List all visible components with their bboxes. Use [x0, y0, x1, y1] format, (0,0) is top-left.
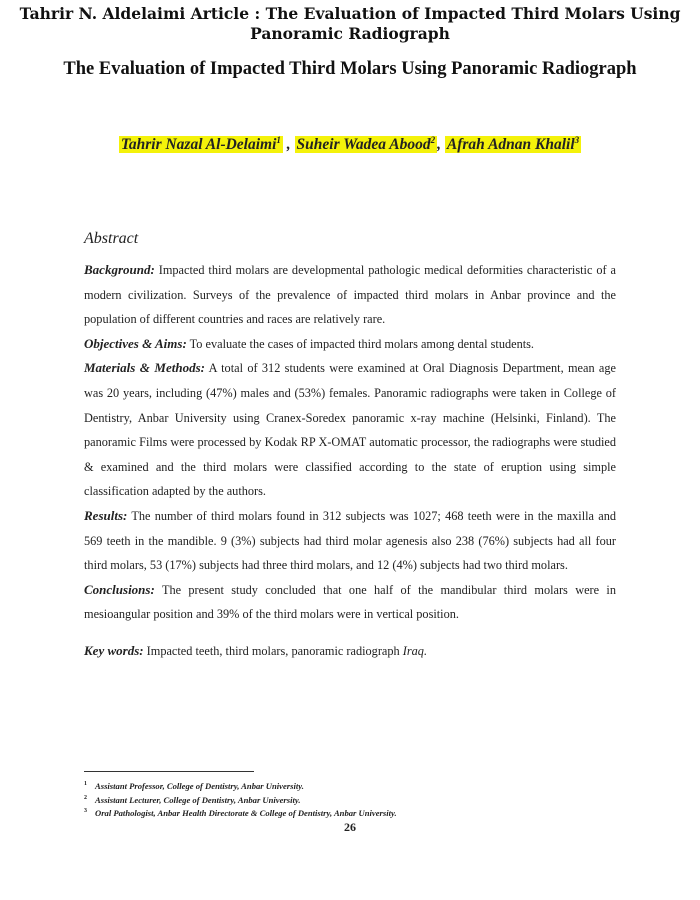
methods-text: A total of 312 students were examined at Oral Diagnosis Department, mean age was 20 years, including (47%) males and (53%) females. Panoramic radiographs were taken in College of Dentistry, Anbar University using Cranex-Soredex panoramic x-ray machine (Helsinki, Finland). The panoramic Films were processed by Kodak RP X-OMAT automatic processor, the radiographs were studied & examined and the third molars were classified according to the state of eruption using simple classification adapted by the authors.: [84, 361, 616, 499]
footnote: [84, 780, 624, 794]
footnote-text: Assistant Professor, College of Dentistry, Anbar University.: [95, 781, 304, 791]
background-text: Impacted third molars are developmental pathologic medical deformities characteristic of a modern civilization. Surveys of the prevalence of impacted third molars in Anbar province and the population of different countries and races are relatively rare.: [84, 263, 616, 327]
objectives-text: To evaluate the cases of impacted third molars among dental students.: [186, 336, 535, 351]
methods-paragraph: [84, 356, 616, 504]
abstract-heading: Abstract: [84, 230, 139, 247]
background-label: Background:: [84, 262, 155, 277]
background-paragraph: [84, 258, 616, 332]
methods-label: Materials & Methods:: [84, 360, 205, 376]
author-name: Afrah Adnan Khalil$^3$: [446, 134, 580, 153]
footnote-text: Oral Pathologist, Anbar Health Directorate & College of Dentistry, Anbar University.: [95, 808, 397, 818]
objectives-paragraph: [84, 332, 616, 357]
abstract-body: [84, 258, 616, 664]
author-name: Tahrir Nazal Al-Delaimi$^1$: [120, 134, 281, 153]
results-paragraph: [84, 504, 616, 578]
author-list: [80, 134, 620, 156]
results-label: Results:: [84, 507, 128, 523]
author-affiliation-mark: 3: [574, 134, 580, 145]
footnote-mark: 2: [84, 794, 87, 801]
footnote-text: Assistant Lecturer, College of Dentistry, Anbar University.: [95, 794, 301, 805]
author-name: Suheir Wadea Abood$^2$: [296, 134, 436, 153]
footnote: [84, 794, 624, 808]
author-separator: ,: [437, 136, 445, 153]
author-separator: ,: [282, 136, 295, 153]
author-affiliation-mark: 2: [430, 134, 436, 145]
paper-title: The Evaluation of Impacted Third Molars Using Panoramic Radiograph: [63, 59, 637, 79]
conclusions-label: Conclusions:: [84, 581, 155, 597]
footnote-divider: [84, 771, 254, 772]
author-affiliation-mark: 1: [276, 134, 281, 145]
page-number: 26: [344, 820, 356, 834]
footnote: [84, 807, 624, 821]
running-head: Tahrir N. Aldelaimi Article : The Evaluation of Impacted Third Molars Using Panoramic Radiograph: [19, 4, 681, 43]
objectives-label: Objectives & Aims:: [84, 335, 187, 351]
keywords-text: Impacted teeth, third molars, panoramic radiograph: [143, 643, 403, 658]
footnote-mark: 3: [84, 808, 87, 815]
keywords-paragraph: [84, 639, 616, 664]
footnote-mark: 1: [84, 781, 87, 788]
keywords-label: Key words:: [84, 642, 144, 658]
footnotes: [84, 780, 624, 821]
conclusions-paragraph: [84, 578, 616, 627]
results-text: The number of third molars found in 312 subjects was 1027; 468 teeth were in the maxilla and 569 teeth in the mandible. 9 (3%) subjects had third molar agenesis also 238 (76%) subjects had all four third molars, 53 (17%) subjects had three third molars, and 12 (4%) subjects had two third molars.: [84, 508, 616, 573]
conclusions-text: The present study concluded that one half of the mandibular third molars were in mesioangular position and 39% of the third molars were in vertical position.: [84, 582, 616, 622]
keywords-place: Iraq.: [402, 643, 428, 658]
